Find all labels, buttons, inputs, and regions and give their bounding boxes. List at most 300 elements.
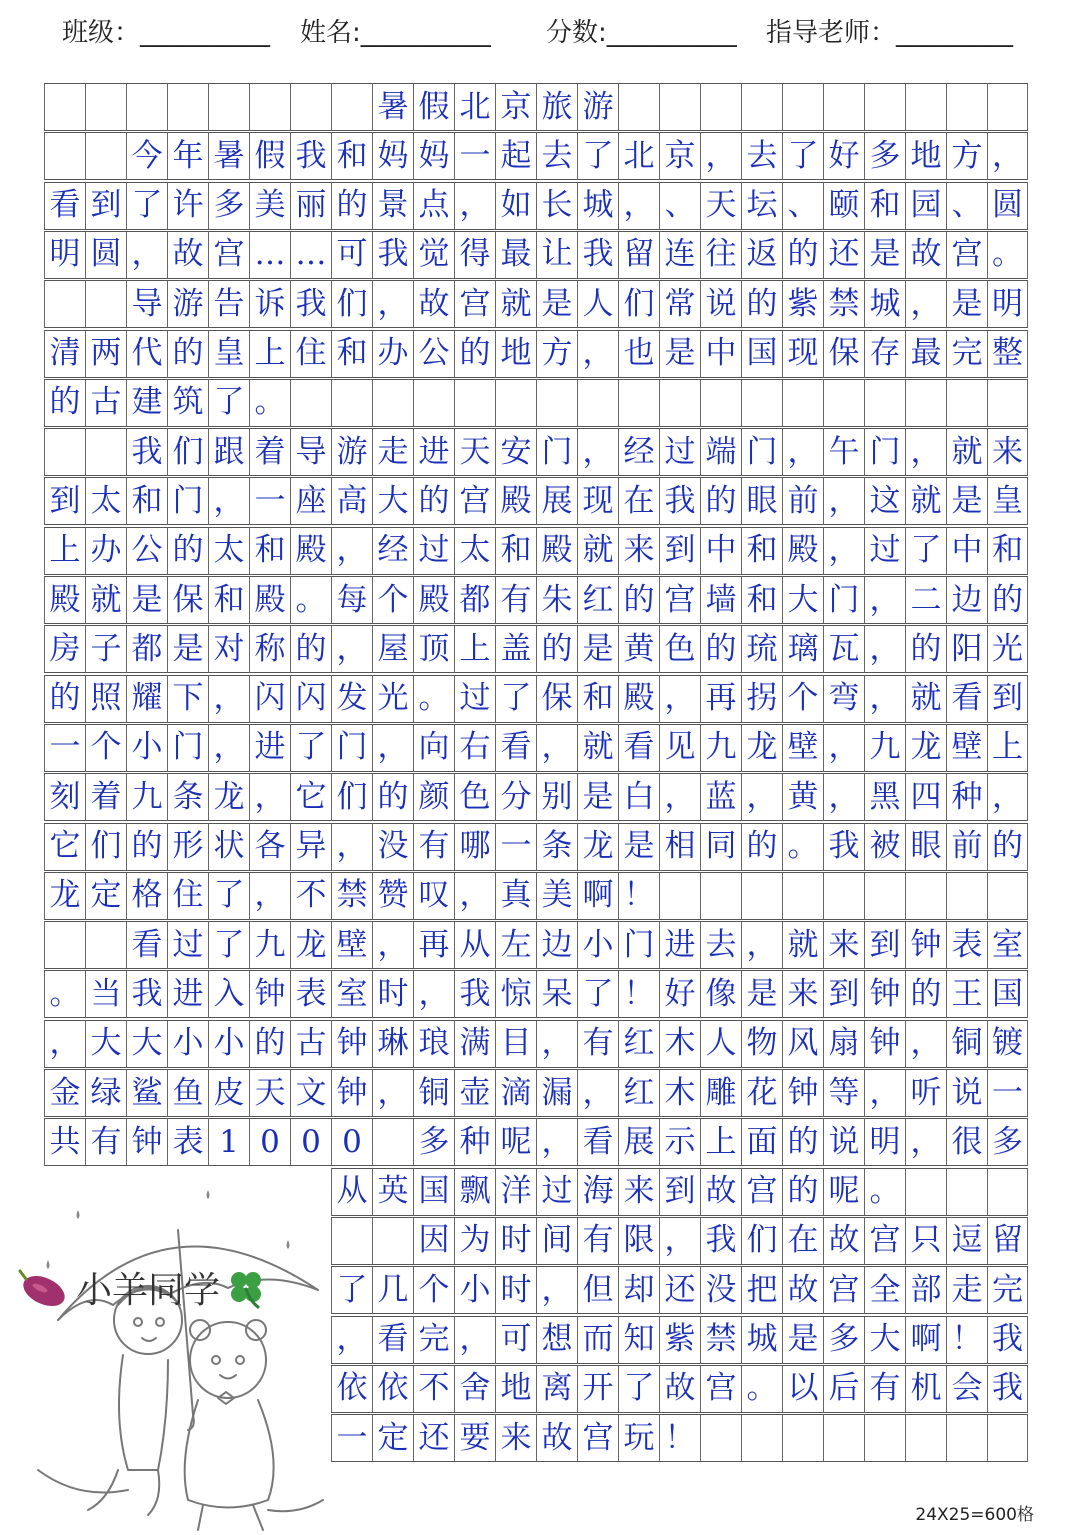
grid-cell: 着 xyxy=(249,428,290,476)
grid-cell: 表 xyxy=(946,921,987,969)
grid-cell xyxy=(85,132,126,180)
grid-cell: 说 xyxy=(946,1069,987,1117)
grid-cell: 的 xyxy=(618,576,659,624)
grid-cell: 琉 xyxy=(741,625,782,673)
grid-cell: 。 xyxy=(741,1365,782,1413)
grid-cell: 中 xyxy=(946,527,987,575)
grid-cell: 看 xyxy=(495,724,536,772)
grid-cell: 着 xyxy=(85,773,126,821)
grid-cell: 去 xyxy=(700,921,741,969)
grid-cell: 。 xyxy=(249,379,290,427)
grid-cell: 起 xyxy=(495,132,536,180)
grid-cell: 的 xyxy=(905,970,946,1018)
grid-cell: 它 xyxy=(44,823,85,871)
grid-cell xyxy=(372,1118,413,1166)
grid-cell: 都 xyxy=(126,625,167,673)
grid-cell: 圆 xyxy=(85,231,126,279)
grid-cell: 九 xyxy=(126,773,167,821)
grid-cell: 黄 xyxy=(782,773,823,821)
grid-cell: 别 xyxy=(536,773,577,821)
grid-cell: 来 xyxy=(823,921,864,969)
grid-cell: 丽 xyxy=(290,182,331,230)
grid-cell xyxy=(700,1414,741,1462)
grid-cell: 来 xyxy=(782,970,823,1018)
grid-cell: ， xyxy=(577,1069,618,1117)
grid-cell: 导 xyxy=(290,428,331,476)
grid-cell: 我 xyxy=(987,1365,1028,1413)
grid-cell: 进 xyxy=(249,724,290,772)
grid-cell: 一 xyxy=(495,823,536,871)
grid-cell: 们 xyxy=(741,1217,782,1265)
grid-cell: ， xyxy=(536,1118,577,1166)
grid-cell: 一 xyxy=(331,1414,372,1462)
grid-cell: 飘 xyxy=(454,1168,495,1216)
grid-cell: 对 xyxy=(208,625,249,673)
grid-cell: 呢 xyxy=(495,1118,536,1166)
grid-cell: ， xyxy=(905,280,946,328)
grid-cell: 琳 xyxy=(372,1020,413,1068)
grid-cell: 是 xyxy=(618,823,659,871)
grid-row xyxy=(44,379,1028,427)
grid-cell xyxy=(331,1217,372,1265)
grid-cell: 红 xyxy=(618,1069,659,1117)
sweet-potato-icon xyxy=(18,1265,72,1309)
grid-cell: 的 xyxy=(44,379,85,427)
grid-row xyxy=(331,1414,1028,1462)
grid-cell: 叹 xyxy=(413,872,454,920)
grid-cell: 是 xyxy=(946,477,987,525)
grid-cell xyxy=(823,872,864,920)
grid-cell: 暑 xyxy=(372,83,413,131)
grid-cell: 公 xyxy=(126,527,167,575)
grid-cell: 看 xyxy=(577,1118,618,1166)
grid-cell: 宫 xyxy=(454,280,495,328)
grid-cell xyxy=(946,872,987,920)
grid-cell: ， xyxy=(44,1020,85,1068)
grid-cell: 时 xyxy=(495,1266,536,1314)
grid-cell: 还 xyxy=(823,231,864,279)
grid-cell: 留 xyxy=(987,1217,1028,1265)
grid-cell xyxy=(946,83,987,131)
grid-cell: 。 xyxy=(987,231,1028,279)
grid-cell: 鲨 xyxy=(126,1069,167,1117)
grid-cell: 颜 xyxy=(413,773,454,821)
grid-cell: 阳 xyxy=(946,625,987,673)
grid-cell: 我 xyxy=(372,231,413,279)
grid-cell xyxy=(864,1414,905,1462)
grid-cell: 就 xyxy=(905,477,946,525)
grid-cell: 依 xyxy=(372,1365,413,1413)
grid-cell: 个 xyxy=(413,1266,454,1314)
grid-cell: 国 xyxy=(741,330,782,378)
grid-cell: 城 xyxy=(864,280,905,328)
grid-cell: 假 xyxy=(413,83,454,131)
grid-cell xyxy=(782,83,823,131)
grid-cell: 大 xyxy=(85,1020,126,1068)
grid-cell: 就 xyxy=(782,921,823,969)
grid-cell: 几 xyxy=(372,1266,413,1314)
grid-cell xyxy=(44,132,85,180)
grid-cell: 小 xyxy=(454,1266,495,1314)
grid-cell: 大 xyxy=(782,576,823,624)
grid-cell: 耀 xyxy=(126,675,167,723)
grid-cell: 再 xyxy=(700,675,741,723)
grid-cell: 漏 xyxy=(536,1069,577,1117)
grid-cell: 它 xyxy=(290,773,331,821)
grid-cell: 绿 xyxy=(85,1069,126,1117)
grid-cell: ， xyxy=(618,182,659,230)
grid-cell: 看 xyxy=(946,675,987,723)
grid-cell: 满 xyxy=(454,1020,495,1068)
grid-cell: 来 xyxy=(618,1168,659,1216)
grid-cell: 小 xyxy=(126,724,167,772)
grid-cell xyxy=(987,872,1028,920)
grid-cell: ， xyxy=(905,1020,946,1068)
grid-cell xyxy=(987,1414,1028,1462)
grid-cell xyxy=(618,83,659,131)
grid-cell: 钟 xyxy=(331,1069,372,1117)
grid-cell: 太 xyxy=(85,477,126,525)
grid-cell: 一 xyxy=(454,132,495,180)
grid-cell: 现 xyxy=(577,477,618,525)
grid-cell: 只 xyxy=(905,1217,946,1265)
score-field-label: 分数:__________ xyxy=(546,18,737,48)
grid-cell: ， xyxy=(987,132,1028,180)
grid-cell: 殿 xyxy=(290,527,331,575)
grid-cell: 龙 xyxy=(905,724,946,772)
grid-row xyxy=(44,132,1028,180)
grid-cell: 大 xyxy=(126,1020,167,1068)
grid-cell: ， xyxy=(372,280,413,328)
grid-cell: 以 xyxy=(782,1365,823,1413)
grid-cell: 故 xyxy=(659,1365,700,1413)
grid-cell: 园 xyxy=(905,182,946,230)
grid-cell: 门 xyxy=(823,576,864,624)
grid-cell: 红 xyxy=(618,1020,659,1068)
grid-cell: … xyxy=(290,231,331,279)
grid-cell: 洋 xyxy=(495,1168,536,1216)
grid-cell: 住 xyxy=(290,330,331,378)
grid-cell: 妈 xyxy=(372,132,413,180)
grid-cell: 人 xyxy=(700,1020,741,1068)
grid-cell: 是 xyxy=(577,625,618,673)
grid-cell: 。 xyxy=(290,576,331,624)
grid-cell: 过 xyxy=(536,1168,577,1216)
grid-cell: 目 xyxy=(495,1020,536,1068)
grid-cell xyxy=(905,1168,946,1216)
grid-cell: ， xyxy=(208,477,249,525)
grid-cell: ， xyxy=(864,576,905,624)
grid-cell xyxy=(946,1168,987,1216)
grid-cell xyxy=(741,379,782,427)
grid-cell: 英 xyxy=(372,1168,413,1216)
grid-cell: 了 xyxy=(782,132,823,180)
grid-cell: ， xyxy=(659,675,700,723)
grid-cell: 一 xyxy=(44,724,85,772)
grid-cell: 到 xyxy=(864,921,905,969)
grid-cell xyxy=(85,83,126,131)
grid-cell: 钟 xyxy=(331,1020,372,1068)
grid-row xyxy=(44,872,1028,920)
grid-cell: 故 xyxy=(413,280,454,328)
grid-cell: 状 xyxy=(208,823,249,871)
grid-cell: 紫 xyxy=(782,280,823,328)
grid-cell xyxy=(85,280,126,328)
grid-cell: 的 xyxy=(700,477,741,525)
grid-cell: 们 xyxy=(618,280,659,328)
grid-cell: 闪 xyxy=(290,675,331,723)
grid-cell: 到 xyxy=(85,182,126,230)
grid-cell: 照 xyxy=(85,675,126,723)
brand-name: 小羊同学 xyxy=(76,1269,221,1311)
grid-cell: 了 xyxy=(208,379,249,427)
grid-cell xyxy=(85,428,126,476)
grid-cell: 九 xyxy=(700,724,741,772)
grid-cell: 称 xyxy=(249,625,290,673)
grid-cell: ， xyxy=(331,625,372,673)
grid-cell: 间 xyxy=(536,1217,577,1265)
grid-cell: 滴 xyxy=(495,1069,536,1117)
grid-cell: 我 xyxy=(126,970,167,1018)
grid-cell xyxy=(659,379,700,427)
grid-cell: 为 xyxy=(454,1217,495,1265)
grid-cell: 的 xyxy=(741,280,782,328)
grid-cell: 殿 xyxy=(495,477,536,525)
grid-cell: 盖 xyxy=(495,625,536,673)
grid-cell: 宫 xyxy=(946,231,987,279)
grid-cell xyxy=(823,1414,864,1462)
grid-cell: 要 xyxy=(454,1414,495,1462)
grid-cell: 办 xyxy=(85,527,126,575)
grid-cell xyxy=(126,83,167,131)
grid-cell: 壁 xyxy=(331,921,372,969)
grid-cell: ， xyxy=(249,773,290,821)
grid-cell: 呆 xyxy=(536,970,577,1018)
grid-cell: 年 xyxy=(167,132,208,180)
grid-cell: 门 xyxy=(741,428,782,476)
grid-cell: 舍 xyxy=(454,1365,495,1413)
grid-cell: 龙 xyxy=(577,823,618,871)
grid-cell: 这 xyxy=(864,477,905,525)
grid-cell: 看 xyxy=(618,724,659,772)
grid-cell: ， xyxy=(249,872,290,920)
grid-cell: 子 xyxy=(85,625,126,673)
grid-cell: ， xyxy=(741,921,782,969)
grid-cell: 刻 xyxy=(44,773,85,821)
grid-cell: 壁 xyxy=(946,724,987,772)
grid-cell: 钟 xyxy=(126,1118,167,1166)
grid-row xyxy=(44,330,1028,378)
grid-cell xyxy=(782,1414,823,1462)
grid-cell: 进 xyxy=(167,970,208,1018)
grid-row xyxy=(44,1118,1028,1166)
grid-cell: ， xyxy=(372,724,413,772)
grid-cell: 城 xyxy=(741,1316,782,1364)
grid-cell: 瓦 xyxy=(823,625,864,673)
grid-cell: 室 xyxy=(987,921,1028,969)
grid-cell: 各 xyxy=(249,823,290,871)
grid-cell: 的 xyxy=(987,823,1028,871)
grid-cell: 皇 xyxy=(208,330,249,378)
grid-cell: 许 xyxy=(167,182,208,230)
grid-cell: 完 xyxy=(413,1316,454,1364)
grid-cell: 了 xyxy=(208,921,249,969)
worksheet-header xyxy=(0,12,1080,48)
grid-cell: 还 xyxy=(413,1414,454,1462)
grid-cell: 觉 xyxy=(413,231,454,279)
grid-cell: 个 xyxy=(85,724,126,772)
grid-cell: 保 xyxy=(536,675,577,723)
grid-cell: 木 xyxy=(659,1069,700,1117)
grid-row xyxy=(44,477,1028,525)
grid-cell: 去 xyxy=(741,132,782,180)
grid-cell: 光 xyxy=(372,675,413,723)
grid-row xyxy=(331,1365,1028,1413)
grid-cell: 让 xyxy=(536,231,577,279)
grid-cell: 禁 xyxy=(700,1316,741,1364)
grid-cell: 安 xyxy=(495,428,536,476)
grid-cell: 得 xyxy=(454,231,495,279)
grid-cell: 太 xyxy=(454,527,495,575)
grid-cell: 一 xyxy=(249,477,290,525)
grid-cell xyxy=(823,379,864,427)
grid-cell: 却 xyxy=(618,1266,659,1314)
grid-cell: 的 xyxy=(126,823,167,871)
grid-cell: 经 xyxy=(618,428,659,476)
grid-cell: 古 xyxy=(85,379,126,427)
grid-cell: 小 xyxy=(577,921,618,969)
grid-cell: 相 xyxy=(659,823,700,871)
grid-cell xyxy=(44,428,85,476)
grid-cell: 美 xyxy=(249,182,290,230)
grid-cell: 和 xyxy=(864,182,905,230)
grid-cell: 不 xyxy=(290,872,331,920)
grid-cell: 连 xyxy=(659,231,700,279)
grid-cell: 镀 xyxy=(987,1020,1028,1068)
grid-row xyxy=(44,280,1028,328)
grid-cell: 二 xyxy=(905,576,946,624)
grid-cell: 展 xyxy=(618,1118,659,1166)
grid-cell: 定 xyxy=(85,872,126,920)
grid-cell: 好 xyxy=(823,132,864,180)
grid-cell: 四 xyxy=(905,773,946,821)
grid-cell xyxy=(864,379,905,427)
grid-cell xyxy=(905,379,946,427)
grid-cell: 海 xyxy=(577,1168,618,1216)
grid-cell: 大 xyxy=(864,1316,905,1364)
grid-cell xyxy=(536,379,577,427)
grid-cell: 花 xyxy=(741,1069,782,1117)
grid-cell: 了 xyxy=(618,1365,659,1413)
grid-cell: 现 xyxy=(782,330,823,378)
grid-cell: 国 xyxy=(987,970,1028,1018)
grid-cell: 弯 xyxy=(823,675,864,723)
grid-cell: ， xyxy=(454,872,495,920)
grid-cell: 多 xyxy=(823,1316,864,1364)
grid-cell: 办 xyxy=(372,330,413,378)
grid-cell: 钟 xyxy=(905,921,946,969)
grid-cell: 中 xyxy=(700,527,741,575)
grid-cell: 进 xyxy=(659,921,700,969)
grid-cell: 是 xyxy=(864,231,905,279)
grid-cell: 故 xyxy=(700,1168,741,1216)
grid-cell: 明 xyxy=(987,280,1028,328)
grid-cell: 展 xyxy=(536,477,577,525)
grid-cell: 异 xyxy=(290,823,331,871)
grid-cell xyxy=(700,872,741,920)
grid-cell xyxy=(85,921,126,969)
grid-cell: 了 xyxy=(577,970,618,1018)
grid-cell: 入 xyxy=(208,970,249,1018)
teacher-field-label: 指导老师：_________ xyxy=(766,18,1014,48)
grid-cell: 和 xyxy=(741,576,782,624)
grid-cell: 听 xyxy=(905,1069,946,1117)
grid-cell: 龙 xyxy=(290,921,331,969)
grid-cell: 到 xyxy=(44,477,85,525)
grid-cell: ， xyxy=(905,428,946,476)
grid-cell: 走 xyxy=(372,428,413,476)
grid-cell: ， xyxy=(331,527,372,575)
grid-cell: ， xyxy=(823,773,864,821)
grid-cell: ， xyxy=(700,132,741,180)
grid-cell: 京 xyxy=(495,83,536,131)
grid-cell: 经 xyxy=(372,527,413,575)
grid-cell: 故 xyxy=(823,1217,864,1265)
grid-cell: 在 xyxy=(782,1217,823,1265)
grid-cell: 还 xyxy=(659,1266,700,1314)
grid-row xyxy=(44,231,1028,279)
grid-cell: ！ xyxy=(946,1316,987,1364)
grid-cell: 到 xyxy=(987,675,1028,723)
grid-cell: 过 xyxy=(659,428,700,476)
grid-cell: 璃 xyxy=(782,625,823,673)
grid-cell: 北 xyxy=(454,83,495,131)
grid-cell: 看 xyxy=(126,921,167,969)
grid-cell: 见 xyxy=(659,724,700,772)
grid-cell: 地 xyxy=(495,330,536,378)
grid-cell xyxy=(44,921,85,969)
grid-cell: ， xyxy=(208,675,249,723)
grid-cell xyxy=(413,379,454,427)
grid-cell: 殿 xyxy=(618,675,659,723)
grid-cell: 筑 xyxy=(167,379,208,427)
grid-cell: 午 xyxy=(823,428,864,476)
grid-cell: 游 xyxy=(167,280,208,328)
grid-cell: 示 xyxy=(659,1118,700,1166)
grid-cell: 游 xyxy=(331,428,372,476)
grid-cell: 把 xyxy=(741,1266,782,1314)
grid-cell xyxy=(741,83,782,131)
grid-cell: 开 xyxy=(577,1365,618,1413)
grid-cell: 暑 xyxy=(208,132,249,180)
grid-cell: 时 xyxy=(495,1217,536,1265)
grid-cell: 是 xyxy=(167,625,208,673)
grid-cell: 我 xyxy=(700,1217,741,1265)
grid-cell: 禁 xyxy=(823,280,864,328)
grid-row xyxy=(44,970,1028,1018)
grid-cell: 整 xyxy=(987,330,1028,378)
grid-cell: 上 xyxy=(249,330,290,378)
grid-cell: 和 xyxy=(987,527,1028,575)
grid-cell: 两 xyxy=(85,330,126,378)
grid-cell: 过 xyxy=(454,675,495,723)
grid-cell: 有 xyxy=(577,1217,618,1265)
grid-cell: 屋 xyxy=(372,625,413,673)
grid-cell: 多 xyxy=(208,182,249,230)
grid-cell: 禁 xyxy=(331,872,372,920)
grid-cell: 故 xyxy=(167,231,208,279)
grid-cell: 完 xyxy=(946,330,987,378)
